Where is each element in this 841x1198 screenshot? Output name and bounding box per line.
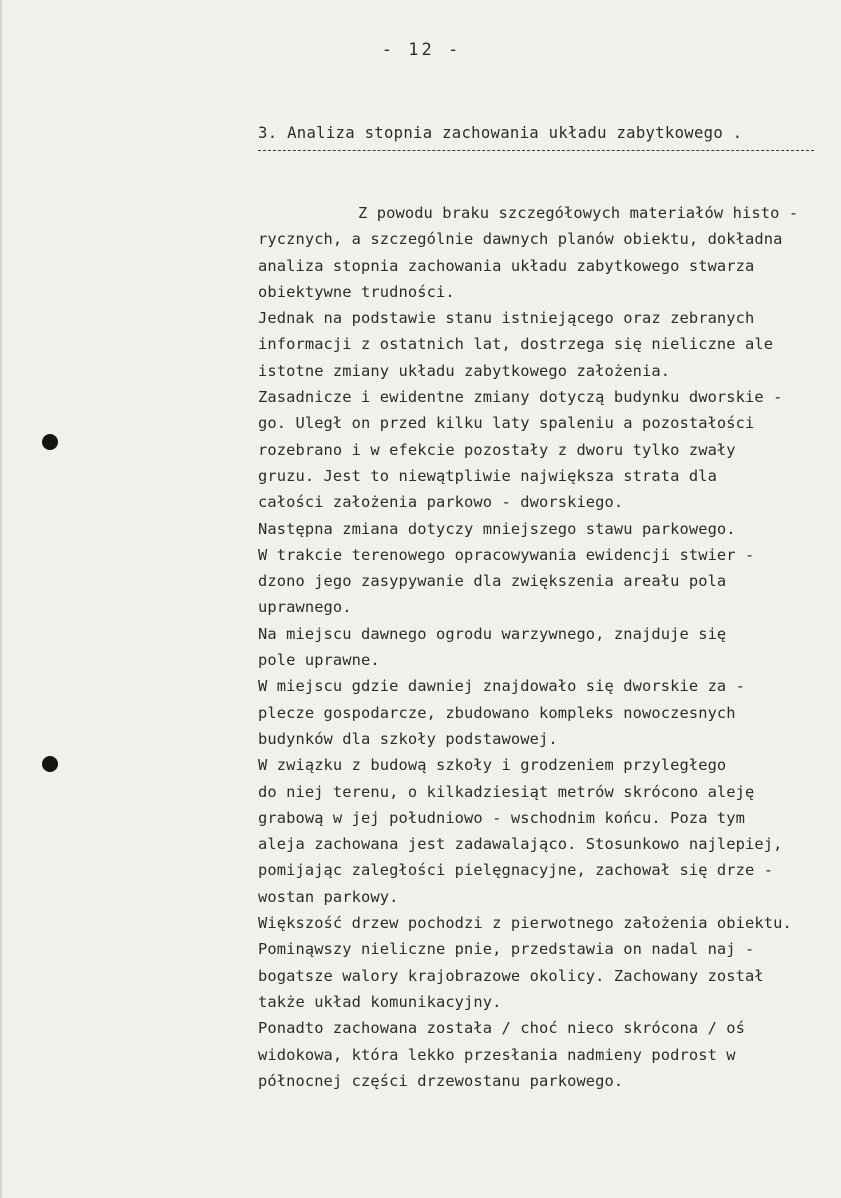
text-line: pole uprawne. (258, 651, 380, 670)
text-line: W miejscu gdzie dawniej znajdowało się dworskie za - (258, 677, 746, 696)
text-line: budynków dla szkoły podstawowej. (258, 729, 558, 748)
punch-hole (42, 756, 58, 772)
text-line: rycznych, a szczególnie dawnych planów obiektu, dokładna (258, 230, 783, 249)
text-line: Jednak na podstawie stanu istniejącego oraz zebranych (258, 309, 755, 328)
text-line: bogatsze walory krajobrazowe okolicy. Zachowany został (258, 966, 764, 985)
text-line: informacji z ostatnich lat, dostrzega się nieliczne ale (258, 335, 774, 354)
text-line: W związku z budową szkoły i grodzeniem przyległego (258, 756, 727, 775)
text-line: Następna zmiana dotyczy mniejszego stawu parkowego. (258, 519, 736, 538)
text-line: gruzu. Jest to niewątpliwie największa strata dla (258, 466, 717, 485)
text-line: uprawnego. (258, 598, 352, 617)
text-line: także układ komunikacyjny. (258, 992, 502, 1011)
text-line: Pominąwszy nieliczne pnie, przedstawia on nadal naj - (258, 940, 755, 959)
text-line: W trakcie terenowego opracowywania ewidencji stwier - (258, 545, 755, 564)
text-line: aleja zachowana jest zadawalająco. Stosunkowo najlepiej, (258, 835, 783, 854)
page-number: - 12 - (381, 40, 462, 60)
text-line: rozebrano i w efekcie pozostały z dworu tylko zwały (258, 440, 736, 459)
text-line: do niej terenu, o kilkadziesiąt metrów skrócono aleję (258, 782, 755, 801)
text-line: wostan parkowy. (258, 887, 399, 906)
text-line: Na miejscu dawnego ogrodu warzywnego, znajduje się (258, 624, 727, 643)
text-line: go. Uległ on przed kilku laty spaleniu a pozostałości (258, 414, 755, 433)
text-line: widokowa, która lekko przesłania nadmieny podrost w (258, 1045, 736, 1064)
text-line: istotne zmiany układu zabytkowego założenia. (258, 361, 671, 380)
text-line: obiektywne trudności. (258, 282, 455, 301)
section-title: 3. Analiza stopnia zachowania układu zabytkowego . (258, 124, 743, 142)
text-line: północnej części drzewostanu parkowego. (258, 1071, 624, 1090)
text-line: dzono jego zasypywanie dla zwiększenia areału pola (258, 572, 727, 591)
body-text (258, 200, 833, 1094)
text-line: plecze gospodarcze, zbudowano kompleks nowoczesnych (258, 703, 736, 722)
text-line: Z powodu braku szczegółowych materiałów histo - (358, 204, 799, 222)
text-line: Zasadnicze i ewidentne zmiany dotyczą budynku dworskie - (258, 388, 783, 407)
text-line: grabową w jej południowo - wschodnim końcu. Poza tym (258, 808, 746, 827)
text-line: całości założenia parkowo - dworskiego. (258, 493, 624, 512)
text-line: analiza stopnia zachowania układu zabytkowego stwarza (258, 256, 755, 275)
text-line: Ponadto zachowana została / choć nieco skrócona / oś (258, 1019, 746, 1038)
text-line: Większość drzew pochodzi z pierwotnego założenia obiektu. (258, 914, 792, 933)
punch-hole (42, 434, 58, 450)
title-underline (258, 150, 814, 151)
text-line: pomijając zaległości pielęgnacyjne, zachował się drze - (258, 861, 774, 880)
